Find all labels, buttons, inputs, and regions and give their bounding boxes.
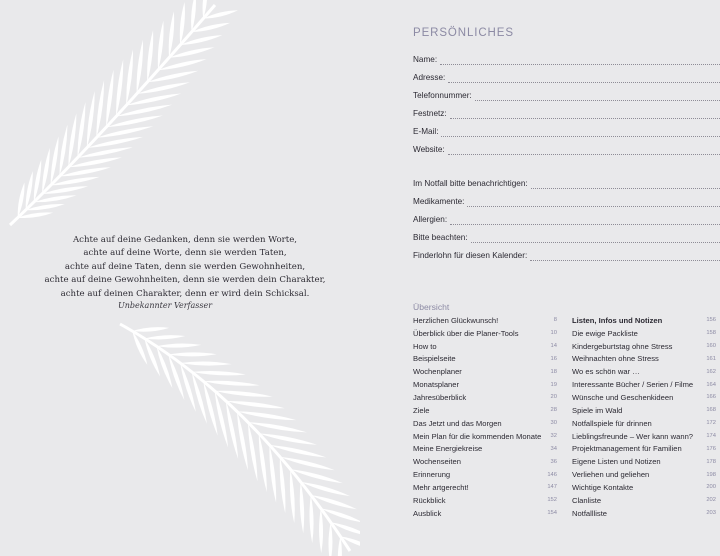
field-label: Allergien: — [413, 215, 448, 224]
field-label: Bitte beachten: — [413, 233, 468, 242]
toc-entry-page: 162 — [706, 368, 716, 375]
field-line[interactable] — [530, 252, 720, 261]
field-line[interactable] — [448, 74, 720, 83]
field-line[interactable] — [467, 198, 720, 207]
toc-entry-title: Wünsche und Geschenkideen — [572, 392, 674, 402]
toc-entry-page: 172 — [706, 420, 716, 427]
quote-line: achte auf deine Worte, denn sie werden Taten, — [83, 248, 287, 259]
toc-entry[interactable] — [572, 327, 716, 340]
toc-entry-page: 198 — [706, 471, 716, 478]
quote-line: achte auf deine Taten, denn sie werden Gewohnheiten, — [64, 261, 306, 272]
toc-entry[interactable] — [413, 378, 557, 391]
medication-field[interactable] — [413, 193, 720, 207]
toc-entry-title: Monatsplaner — [413, 380, 460, 390]
toc-entry-title: Eigene Listen und Notizen — [572, 457, 661, 467]
toc-entry[interactable] — [413, 314, 557, 327]
toc-entry-page: 16 — [550, 355, 557, 362]
toc-entry-title: Notfallliste — [572, 508, 608, 518]
toc-entry-title: Das Jetzt und das Morgen — [413, 418, 502, 428]
toc-entry[interactable] — [413, 417, 557, 430]
allergies-field[interactable] — [413, 211, 720, 225]
quote-author: Unbekannter Verfasser — [117, 301, 213, 310]
toc-entry[interactable] — [572, 404, 716, 417]
toc-entry-page: 14 — [550, 343, 557, 350]
toc-entry-title: Projektmanagement für Familien — [572, 444, 682, 454]
toc-entry-title: Jahresüberblick — [413, 392, 467, 402]
toc-entry-title: Listen, Infos und Notizen — [572, 315, 663, 325]
toc-entry-title: Wochenplaner — [413, 367, 462, 377]
toc-entry[interactable] — [413, 340, 557, 353]
toc-entry-page: 28 — [550, 407, 557, 414]
toc-entry-title: How to — [413, 341, 437, 351]
toc-entry[interactable] — [413, 327, 557, 340]
toc-entry[interactable] — [572, 391, 716, 404]
toc-entry[interactable] — [572, 417, 716, 430]
toc-entry[interactable] — [572, 365, 716, 378]
toc-entry[interactable] — [572, 494, 716, 507]
toc-entry[interactable] — [572, 353, 716, 366]
toc-entry-page: 161 — [706, 355, 716, 362]
toc-entry-page: 34 — [550, 445, 557, 452]
field-label: Medikamente: — [413, 197, 465, 206]
toc-entry-page: 158 — [706, 330, 716, 337]
toc-entry-page: 32 — [550, 433, 557, 440]
quote-line: achte auf deinen Charakter, denn er wird dein Schicksal. — [60, 288, 310, 299]
field-line[interactable] — [441, 128, 720, 137]
toc-entry-page: 8 — [553, 317, 557, 324]
toc-entry[interactable] — [413, 455, 557, 468]
toc-entry-page: 203 — [706, 510, 716, 517]
field-label: Website: — [413, 145, 445, 154]
toc-entry[interactable] — [572, 340, 716, 353]
toc-entry-page: 20 — [550, 394, 557, 401]
toc-entry[interactable] — [572, 481, 716, 494]
toc-entry[interactable] — [413, 365, 557, 378]
toc-entry-page: 152 — [547, 497, 557, 504]
right-page — [360, 0, 720, 556]
toc-entry-page: 166 — [706, 394, 716, 401]
phone-field[interactable] — [413, 87, 720, 101]
toc-entry-title: Lieblingsfreunde – Wer kann wann? — [572, 431, 694, 441]
toc-entry[interactable] — [413, 391, 557, 404]
field-line[interactable] — [475, 92, 720, 101]
toc-entry-title: Verliehen und geliehen — [572, 470, 650, 480]
toc-entry-title: Mein Plan für die kommenden Monate — [413, 431, 542, 441]
toc-entry-title: Wichtige Kontakte — [572, 482, 634, 492]
field-label: Finderlohn für diesen Kalender: — [413, 251, 528, 260]
toc-entry-page: 160 — [706, 343, 716, 350]
toc-entry[interactable] — [413, 353, 557, 366]
toc-entry-page: 164 — [706, 381, 716, 388]
toc-entry[interactable] — [572, 314, 716, 327]
emergency-contact-field[interactable] — [413, 175, 720, 189]
toc-entry[interactable] — [413, 481, 557, 494]
toc-entry-page: 147 — [547, 484, 557, 491]
toc-entry[interactable] — [413, 507, 557, 520]
toc-entry-title: Mehr artgerecht! — [413, 482, 469, 492]
toc-entry-title: Wochenseiten — [413, 457, 461, 467]
toc-entry-page: 10 — [550, 330, 557, 337]
field-label: Name: — [413, 55, 438, 64]
name-field[interactable] — [413, 51, 720, 65]
toc-entry[interactable] — [572, 455, 716, 468]
toc-entry[interactable] — [572, 442, 716, 455]
toc-entry-title: Ausblick — [413, 508, 442, 518]
email-field[interactable] — [413, 123, 720, 137]
toc-entry[interactable] — [572, 430, 716, 443]
toc-entry-page: 176 — [706, 445, 716, 452]
toc-entry-title: Beispielseite — [413, 354, 456, 364]
toc-entry-title: Clanliste — [572, 495, 602, 505]
toc-entry-page: 174 — [706, 433, 716, 440]
toc-entry-page: 154 — [547, 510, 557, 517]
toc-entry-title: Meine Energiekreise — [413, 444, 483, 454]
address-field[interactable] — [413, 69, 720, 83]
field-line[interactable] — [471, 234, 720, 243]
toc-entry-page: 178 — [706, 458, 716, 465]
toc-entry[interactable] — [572, 468, 716, 481]
toc-entry[interactable] — [413, 430, 557, 443]
toc-entry[interactable] — [413, 442, 557, 455]
toc-entry-title: Spiele im Wald — [572, 405, 623, 415]
toc-entry-title: Kindergeburtstag ohne Stress — [572, 341, 673, 351]
quote-line: achte auf deine Gewohnheiten, denn sie werden dein Charakter, — [44, 275, 326, 286]
toc-column-left — [413, 314, 557, 520]
toc-entry-page: 18 — [550, 368, 557, 375]
toc-entry-title: Notfallspiele für drinnen — [572, 418, 652, 428]
toc-entry-page: 146 — [547, 471, 557, 478]
field-line[interactable] — [450, 216, 720, 225]
field-line[interactable] — [448, 146, 720, 155]
field-label: E-Mail: — [413, 127, 439, 136]
field-line[interactable] — [450, 110, 720, 119]
toc-entry-title: Weihnachten ohne Stress — [572, 354, 659, 364]
field-label: Adresse: — [413, 73, 446, 82]
quote — [40, 234, 330, 301]
field-line[interactable] — [531, 180, 720, 189]
notes-field[interactable] — [413, 229, 720, 243]
toc-heading: Übersicht — [413, 302, 450, 312]
website-field[interactable] — [413, 141, 720, 155]
field-label: Telefonnummer: — [413, 91, 472, 100]
toc-entry-page: 202 — [706, 497, 716, 504]
quote-line: Achte auf deine Gedanken, denn sie werden Worte, — [72, 235, 298, 245]
toc-entry-title: Rückblick — [413, 495, 446, 505]
toc-entry-title: Wo es schön war … — [572, 367, 640, 377]
field-line[interactable] — [440, 56, 720, 65]
page-title: PERSÖNLICHES — [413, 27, 514, 39]
toc-entry[interactable] — [572, 378, 716, 391]
toc-entry-title: Überblick über die Planer-Tools — [413, 328, 519, 338]
toc-entry-title: Herzlichen Glückwunsch! — [413, 315, 499, 325]
toc-entry-title: Interessante Bücher / Serien / Filme — [572, 380, 694, 390]
toc-entry-page: 156 — [706, 317, 716, 324]
toc-entry-page: 30 — [550, 420, 557, 427]
toc-entry-page: 36 — [550, 458, 557, 465]
toc-entry-title: Die ewige Packliste — [572, 328, 638, 338]
toc-entry-page: 168 — [706, 407, 716, 414]
field-label: Festnetz: — [413, 109, 447, 118]
landline-field[interactable] — [413, 105, 720, 119]
finder-reward-field[interactable] — [413, 247, 720, 261]
toc-entry[interactable] — [413, 468, 557, 481]
palm-leaf-bottom-icon — [100, 316, 360, 556]
toc-entry[interactable] — [413, 494, 557, 507]
field-label: Im Notfall bitte benachrichtigen: — [413, 179, 528, 188]
toc-entry-page: 200 — [706, 484, 716, 491]
toc-column-right — [572, 314, 716, 520]
toc-entry[interactable] — [572, 507, 716, 520]
palm-leaf-top-icon — [0, 0, 240, 240]
toc-entry-title: Erinnerung — [413, 470, 451, 480]
toc-entry[interactable] — [413, 404, 557, 417]
toc-entry-title: Ziele — [413, 405, 430, 415]
toc-entry-page: 19 — [550, 381, 557, 388]
